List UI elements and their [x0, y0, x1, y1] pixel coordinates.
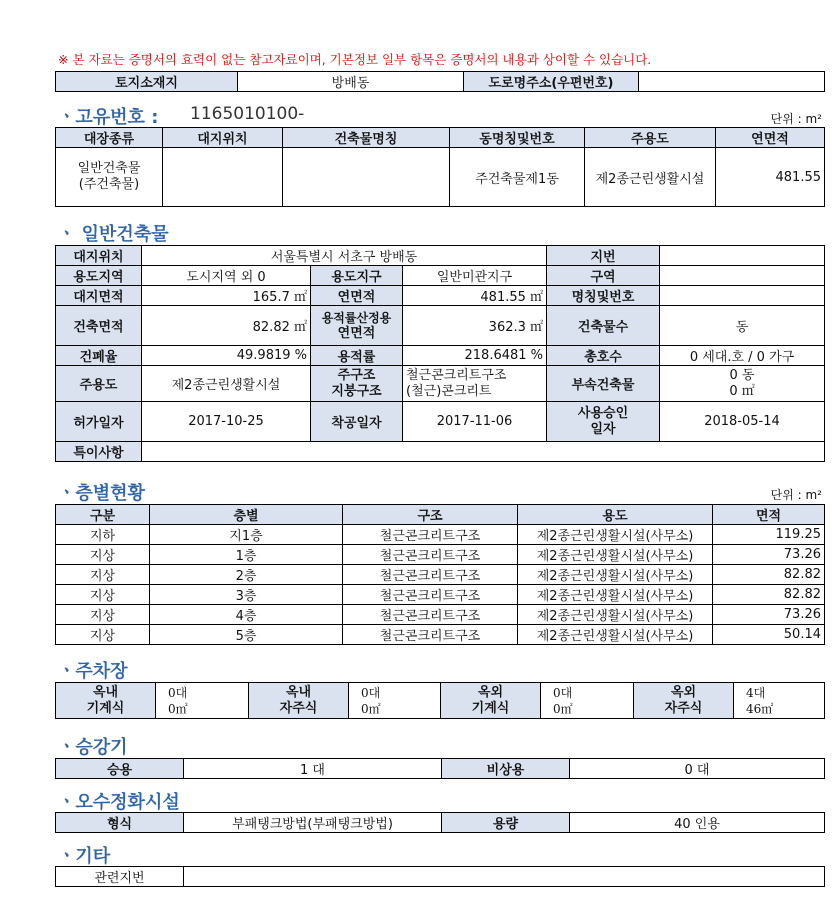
table-row [56, 605, 825, 625]
floor-kind: 지상 [56, 605, 150, 625]
building-count-value: 동 [660, 306, 825, 346]
annex-value-line1: 0 동 [729, 367, 755, 383]
sewage-title: ㆍ오수정화시설 [58, 792, 180, 813]
sewage-type-label: 형식 [56, 813, 184, 833]
floor-area: 50.14 [713, 625, 825, 645]
location-label: 토지소재지 [56, 72, 238, 92]
parking-count: 0대 [168, 685, 188, 700]
parking-label [56, 683, 156, 719]
floor-kind: 지상 [56, 625, 150, 645]
related-lot-value [184, 867, 825, 887]
location-value: 방배동 [238, 72, 464, 92]
far-area-label-line1: 용적률산정용 [321, 310, 392, 325]
ledger-type-line2: (주건축물) [78, 177, 140, 192]
floor-level: 2층 [150, 565, 343, 585]
ledger-type [56, 148, 163, 207]
structure-value-line1: 철근콘크리트구조 [406, 367, 507, 383]
road-address-label: 도로명주소(우편번호) [464, 72, 639, 92]
ledger-header: 주용도 [585, 128, 716, 148]
ledger-table [55, 127, 825, 207]
notice-text: ※ 본 자료는 증명서의 효력이 없는 참고자료이며, 기본정보 일부 항목은 증명서의 내용과 상이할 수 있습니다. [58, 52, 652, 67]
zone-label: 용도지역 [56, 266, 142, 286]
parking-title: ㆍ주차장 [58, 661, 128, 682]
permit-date-value: 2017-10-25 [142, 402, 311, 442]
start-date-label: 착공일자 [311, 402, 403, 442]
table-row [56, 545, 825, 565]
ledger-name [283, 148, 450, 207]
table-row [56, 585, 825, 605]
ledger-header: 동명칭및번호 [450, 128, 585, 148]
area-value [660, 266, 825, 286]
ledger-type-line1: 일반건축물 [77, 161, 141, 176]
floor-header: 구분 [56, 505, 150, 525]
zone-value: 도시지역 외 0 [142, 266, 311, 286]
land-area-label: 대지면적 [56, 286, 142, 306]
floor-header: 용도 [518, 505, 713, 525]
lot-label: 지번 [547, 246, 660, 266]
site-value: 서울특별시 서초구 방배동 [142, 246, 547, 266]
unit-label: 단위 : m² [770, 112, 822, 126]
passenger-elevator-value: 1 대 [184, 759, 442, 779]
building-area-label: 건축면적 [56, 306, 142, 346]
floor-status-title: ㆍ층별현황 [58, 483, 145, 504]
sewage-table [55, 812, 825, 833]
floor-use: 제2종근린생활시설(사무소) [518, 585, 713, 605]
parking-count: 0대 [553, 685, 573, 700]
table-row [56, 525, 825, 545]
floor-kind: 지상 [56, 565, 150, 585]
parking-label-line1: 옥외 [477, 684, 504, 700]
far-area-label-line2: 연면적 [337, 325, 376, 341]
annex-label: 부속건축물 [547, 366, 660, 402]
bcr-value: 49.9819 % [142, 346, 311, 366]
annex-value [660, 366, 825, 402]
floor-area: 73.26 [713, 545, 825, 565]
building-area-value: 82.82 ㎡ [142, 306, 311, 346]
annex-value-line2: 0 ㎡ [729, 383, 755, 399]
floor-header: 층별 [150, 505, 343, 525]
far-area-label [311, 306, 403, 346]
ledger-header: 대장종류 [56, 128, 163, 148]
floor-level: 5층 [150, 625, 343, 645]
parking-label-line2: 자주식 [664, 700, 703, 716]
floor-structure: 철근콘크리트구조 [343, 605, 518, 625]
site-label: 대지위치 [56, 246, 142, 266]
floor-area: 73.26 [713, 605, 825, 625]
parking-label [249, 683, 349, 719]
parking-label [441, 683, 541, 719]
floor-use: 제2종근린생활시설(사무소) [518, 605, 713, 625]
general-building-table [55, 245, 825, 462]
unique-number-label: ㆍ고유번호 : [58, 107, 159, 128]
parking-value [734, 683, 825, 719]
parking-count: 0대 [361, 685, 381, 700]
parking-label-line2: 자주식 [279, 700, 318, 716]
emergency-elevator-label: 비상용 [442, 759, 570, 779]
floor-level: 3층 [150, 585, 343, 605]
structure-label-line1: 주구조 [337, 367, 376, 383]
structure-value-line2: (철근)콘크리트 [406, 383, 492, 399]
naming-value [660, 286, 825, 306]
floor-level: 1층 [150, 545, 343, 565]
elevator-title: ㆍ승강기 [58, 737, 128, 758]
units-label: 총호수 [547, 346, 660, 366]
elevator-table [55, 758, 825, 779]
parking-label-line2: 기계식 [86, 700, 125, 716]
floor-area: 119.25 [713, 525, 825, 545]
parking-area: 0㎡ [361, 701, 381, 716]
parking-label-line1: 옥내 [285, 684, 312, 700]
area-label: 구역 [547, 266, 660, 286]
parking-label-line1: 옥내 [92, 684, 119, 700]
ledger-area: 481.55 [716, 148, 825, 207]
floor-kind: 지상 [56, 585, 150, 605]
ledger-header: 연면적 [716, 128, 825, 148]
building-count-label: 건축물수 [547, 306, 660, 346]
floor-unit-label: 단위 : m² [770, 488, 822, 502]
parking-area: 46㎡ [746, 701, 774, 716]
main-use-label: 주용도 [56, 366, 142, 402]
far-area-value: 362.3 ㎡ [403, 306, 547, 346]
bcr-label: 건폐율 [56, 346, 142, 366]
start-date-value: 2017-11-06 [403, 402, 547, 442]
structure-value [403, 366, 547, 402]
district-label: 용도지구 [311, 266, 403, 286]
structure-label-line2: 지붕구조 [331, 383, 382, 399]
main-use-value: 제2종근린생활시설 [142, 366, 311, 402]
floor-use: 제2종근린생활시설(사무소) [518, 565, 713, 585]
road-address-value [639, 72, 825, 92]
floor-structure: 철근콘크리트구조 [343, 545, 518, 565]
unique-number-value: 1165010100- [190, 104, 305, 124]
floor-structure: 철근콘크리트구조 [343, 565, 518, 585]
sewage-capacity-value: 40 인용 [570, 813, 825, 833]
table-row [56, 625, 825, 645]
special-value [142, 442, 825, 462]
approval-date-label-line1: 사용승인 [577, 405, 629, 421]
floor-level: 지1층 [150, 525, 343, 545]
parking-value [156, 683, 249, 719]
parking-area: 0㎡ [168, 701, 188, 716]
special-label: 특이사항 [56, 442, 142, 462]
approval-date-value: 2018-05-14 [660, 402, 825, 442]
emergency-elevator-value: 0 대 [570, 759, 825, 779]
floor-structure: 철근콘크리트구조 [343, 585, 518, 605]
parking-label-line2: 기계식 [471, 700, 510, 716]
ledger-header: 건축물명칭 [283, 128, 450, 148]
floor-structure: 철근콘크리트구조 [343, 625, 518, 645]
structure-label [311, 366, 403, 402]
floor-use: 제2종근린생활시설(사무소) [518, 625, 713, 645]
approval-date-label [547, 402, 660, 442]
floor-use: 제2종근린생활시설(사무소) [518, 525, 713, 545]
units-value: 0 세대.호 / 0 가구 [660, 346, 825, 366]
ledger-site [163, 148, 283, 207]
floor-area: 82.82 [713, 565, 825, 585]
lot-value [660, 246, 825, 266]
floor-header: 구조 [343, 505, 518, 525]
floor-structure: 철근콘크리트구조 [343, 525, 518, 545]
floor-area-label: 연면적 [311, 286, 403, 306]
parking-label [634, 683, 734, 719]
parking-value [349, 683, 441, 719]
ledger-use: 제2종근린생활시설 [585, 148, 716, 207]
parking-value [541, 683, 634, 719]
land-area-value: 165.7 ㎡ [142, 286, 311, 306]
parking-count: 4대 [746, 685, 766, 700]
far-label: 용적률 [311, 346, 403, 366]
approval-date-label-line2: 일자 [590, 421, 616, 437]
location-table [55, 71, 825, 92]
general-building-title: ㆍ 일반건축물 [58, 224, 169, 245]
etc-table [55, 866, 825, 887]
floor-use: 제2종근린생활시설(사무소) [518, 545, 713, 565]
floor-kind: 지하 [56, 525, 150, 545]
parking-label-line1: 옥외 [670, 684, 697, 700]
related-lot-label: 관련지번 [56, 867, 184, 887]
passenger-elevator-label: 승용 [56, 759, 184, 779]
floor-level: 4층 [150, 605, 343, 625]
district-value: 일반미관지구 [403, 266, 547, 286]
table-row [56, 565, 825, 585]
ledger-header: 대지위치 [163, 128, 283, 148]
etc-title: ㆍ기타 [58, 846, 111, 867]
sewage-capacity-label: 용량 [442, 813, 570, 833]
parking-area: 0㎡ [553, 701, 573, 716]
sewage-type-value: 부패탱크방법(부패탱크방법) [184, 813, 442, 833]
far-value: 218.6481 % [403, 346, 547, 366]
floor-table [55, 504, 825, 645]
floor-header: 면적 [713, 505, 825, 525]
floor-kind: 지상 [56, 545, 150, 565]
floor-area-value: 481.55 ㎡ [403, 286, 547, 306]
naming-label: 명칭및번호 [547, 286, 660, 306]
permit-date-label: 허가일자 [56, 402, 142, 442]
parking-table [55, 682, 825, 719]
ledger-dong: 주건축물제1동 [450, 148, 585, 207]
floor-area: 82.82 [713, 585, 825, 605]
